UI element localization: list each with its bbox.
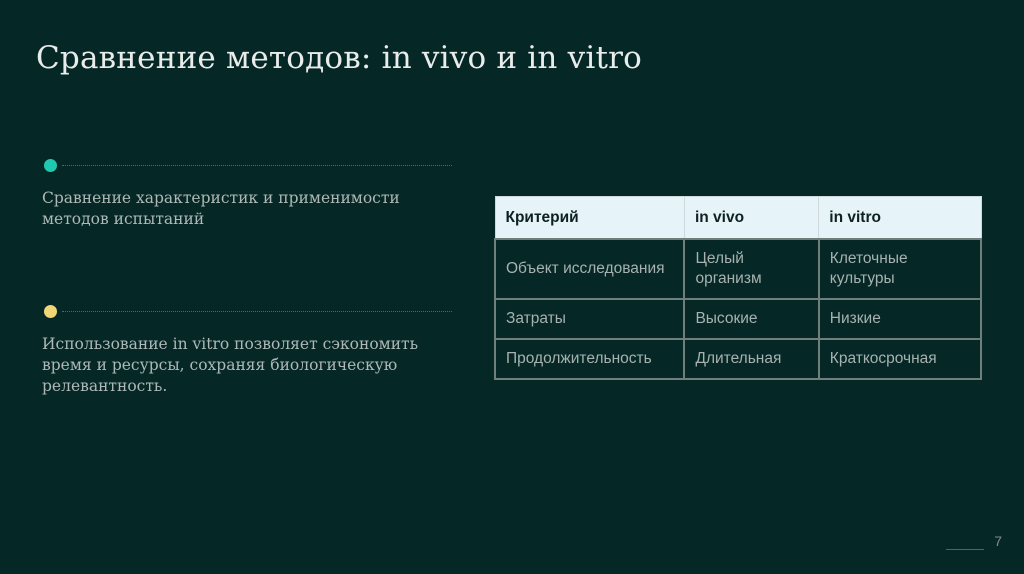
table-header-cell: Критерий [495, 197, 684, 240]
bullet-1 [42, 158, 452, 230]
table-cell: Клеточные культуры [819, 239, 981, 299]
table-cell: Затраты [495, 299, 684, 339]
table-cell: Целый организм [684, 239, 818, 299]
table-cell: Продолжительность [495, 339, 684, 379]
page-number: 7 [994, 533, 1002, 549]
table-header-cell: in vivo [684, 197, 818, 240]
table-header-row [495, 197, 981, 240]
table-cell: Объект исследования [495, 239, 684, 299]
table-row [495, 299, 981, 339]
table-row [495, 339, 981, 379]
bullet-1-marker [42, 158, 452, 174]
comparison-table-container [494, 196, 982, 380]
table-cell: Длительная [684, 339, 818, 379]
table-cell: Низкие [819, 299, 981, 339]
bullet-2-marker [42, 304, 452, 320]
bullet-2 [42, 304, 452, 397]
comparison-table [494, 196, 982, 380]
teal-dot-icon [44, 159, 57, 172]
bullet-2-text: Использование in vitro позволяет сэкономить время и ресурсы, сохраняя биологическую релевантность. [42, 335, 419, 395]
table-row [495, 239, 981, 299]
bullet-1-text: Сравнение характеристик и применимости методов испытаний [42, 189, 400, 228]
table-cell: Высокие [684, 299, 818, 339]
table-header-cell: in vitro [819, 197, 981, 240]
dotted-divider [62, 165, 452, 166]
page-number-rule [946, 549, 984, 550]
slide-title: Сравнение методов: in vivo и in vitro [36, 40, 643, 76]
dotted-divider [62, 311, 452, 312]
table-cell: Краткосрочная [819, 339, 981, 379]
yellow-dot-icon [44, 305, 57, 318]
